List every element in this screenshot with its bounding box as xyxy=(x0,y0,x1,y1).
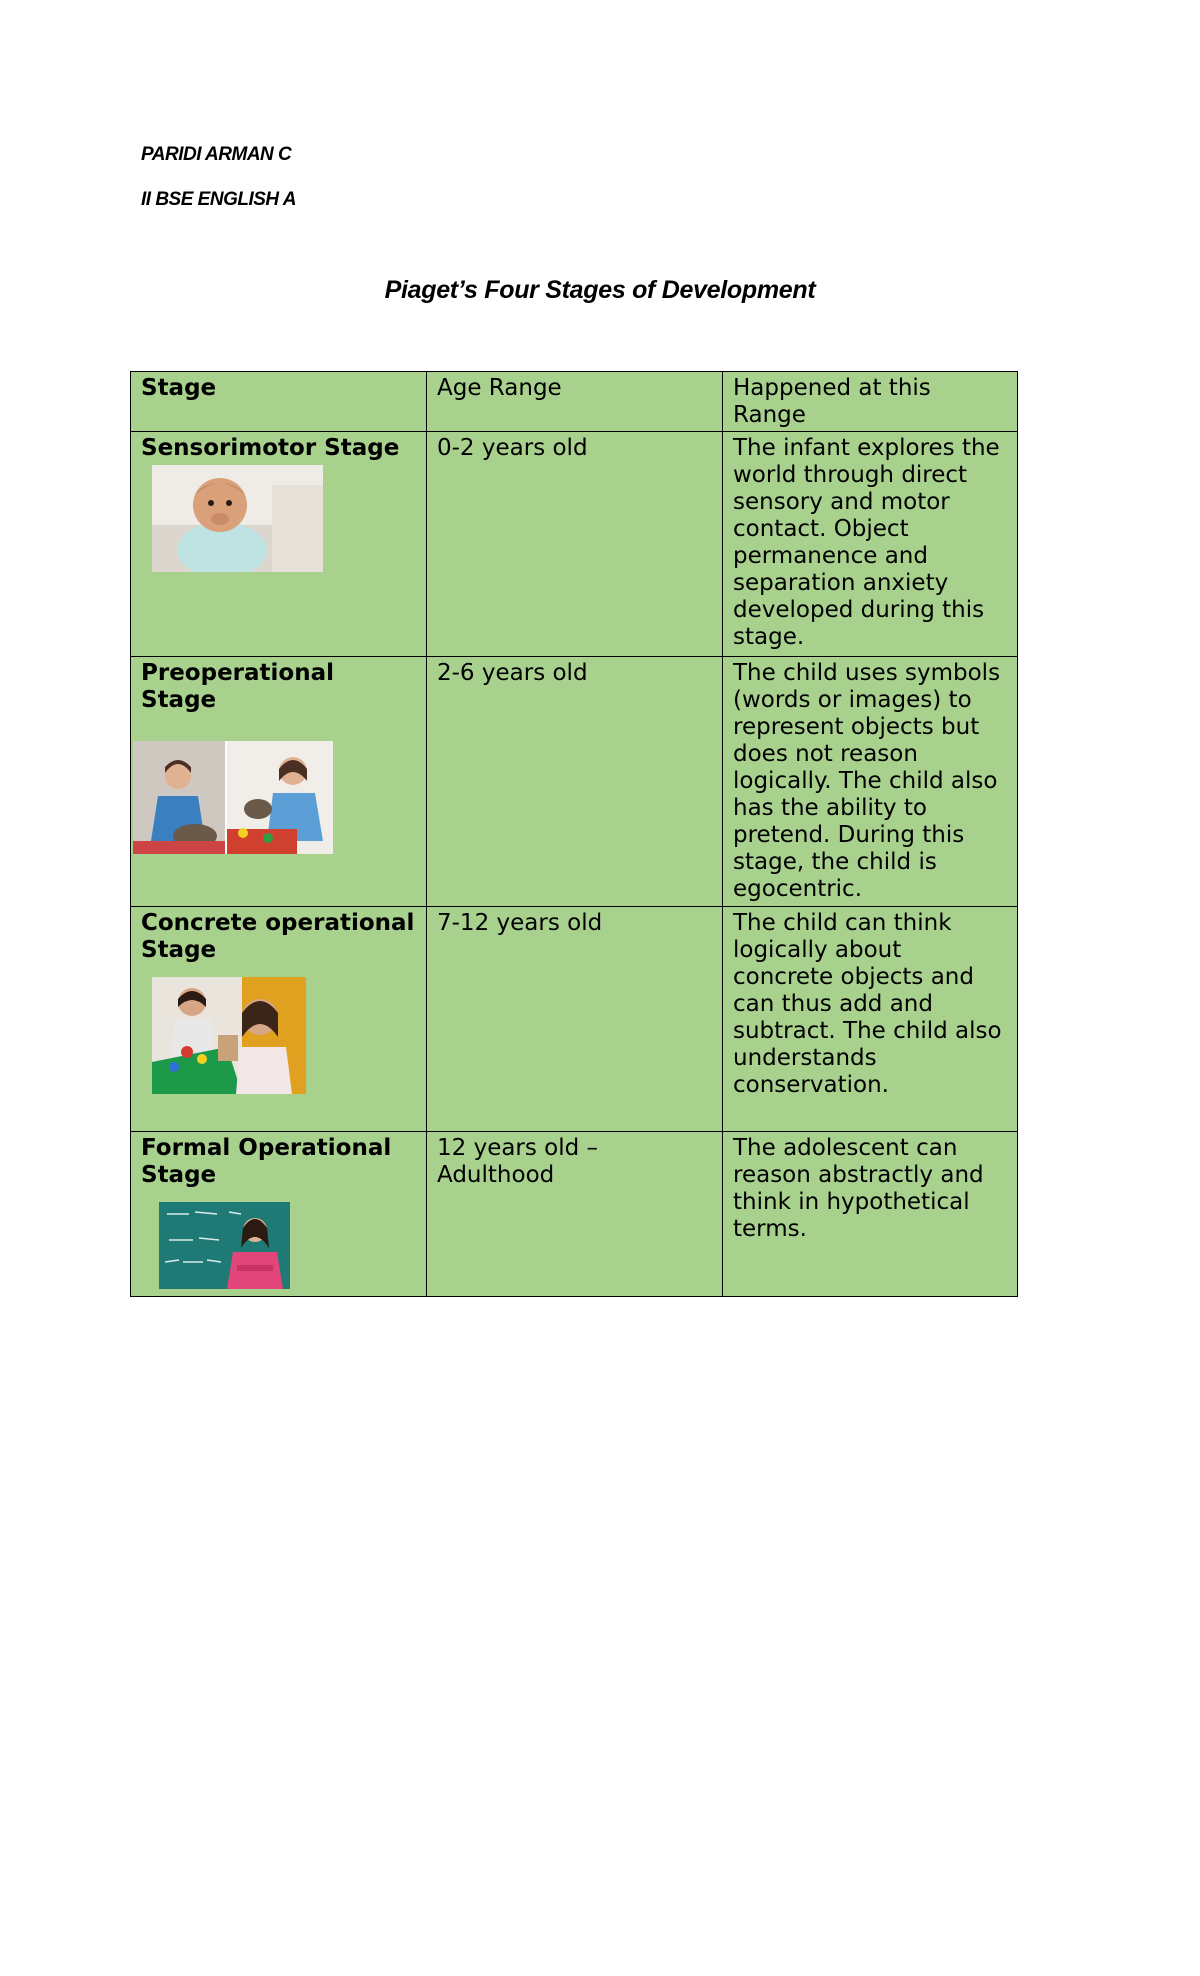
header-stage: Stage xyxy=(131,372,427,432)
stage-cell xyxy=(131,432,427,657)
teen-at-chalkboard-photo xyxy=(159,1202,290,1289)
table-header-row xyxy=(131,372,1018,432)
stage-cell xyxy=(131,657,427,907)
age-range-cell: 0-2 years old xyxy=(427,432,723,657)
description-cell: The infant explores the world through direct sensory and motor contact. Object permanence and separation anxiety developed during this stage. xyxy=(723,432,1018,657)
stage-name: Sensorimotor Stage xyxy=(141,435,400,461)
baby-photo xyxy=(152,465,323,572)
table-row xyxy=(131,1132,1018,1297)
table-row xyxy=(131,657,1018,907)
age-range-cell: 12 years old – Adulthood xyxy=(427,1132,723,1297)
stage-cell xyxy=(131,1132,427,1297)
age-range-cell: 2-6 years old xyxy=(427,657,723,907)
course-name: II BSE ENGLISH A xyxy=(141,189,296,210)
header-description: Happened at this Range xyxy=(723,372,1018,432)
stages-table xyxy=(130,371,1018,1297)
author-name: PARIDI ARMAN C xyxy=(141,144,292,165)
stage-name: Concrete operational Stage xyxy=(141,910,415,963)
description-cell: The adolescent can reason abstractly and think in hypothetical terms. xyxy=(723,1132,1018,1297)
table-row xyxy=(131,432,1018,657)
description-cell: The child can think logically about concrete objects and can thus add and subtract. The child also understands conservation. xyxy=(723,907,1018,1132)
children-playing-photo xyxy=(152,977,306,1094)
stage-name: Preoperational Stage xyxy=(141,660,334,713)
description-cell: The child uses symbols (words or images) to represent objects but does not reason logically. The child also has the ability to pretend. During this stage, the child is egocentric. xyxy=(723,657,1018,907)
stage-cell xyxy=(131,907,427,1132)
document-title: Piaget’s Four Stages of Development xyxy=(384,276,816,304)
girl-with-cat-photo xyxy=(133,741,333,854)
age-range-cell: 7-12 years old xyxy=(427,907,723,1132)
stage-name: Formal Operational Stage xyxy=(141,1135,392,1188)
header-age-range: Age Range xyxy=(427,372,723,432)
table-row xyxy=(131,907,1018,1132)
